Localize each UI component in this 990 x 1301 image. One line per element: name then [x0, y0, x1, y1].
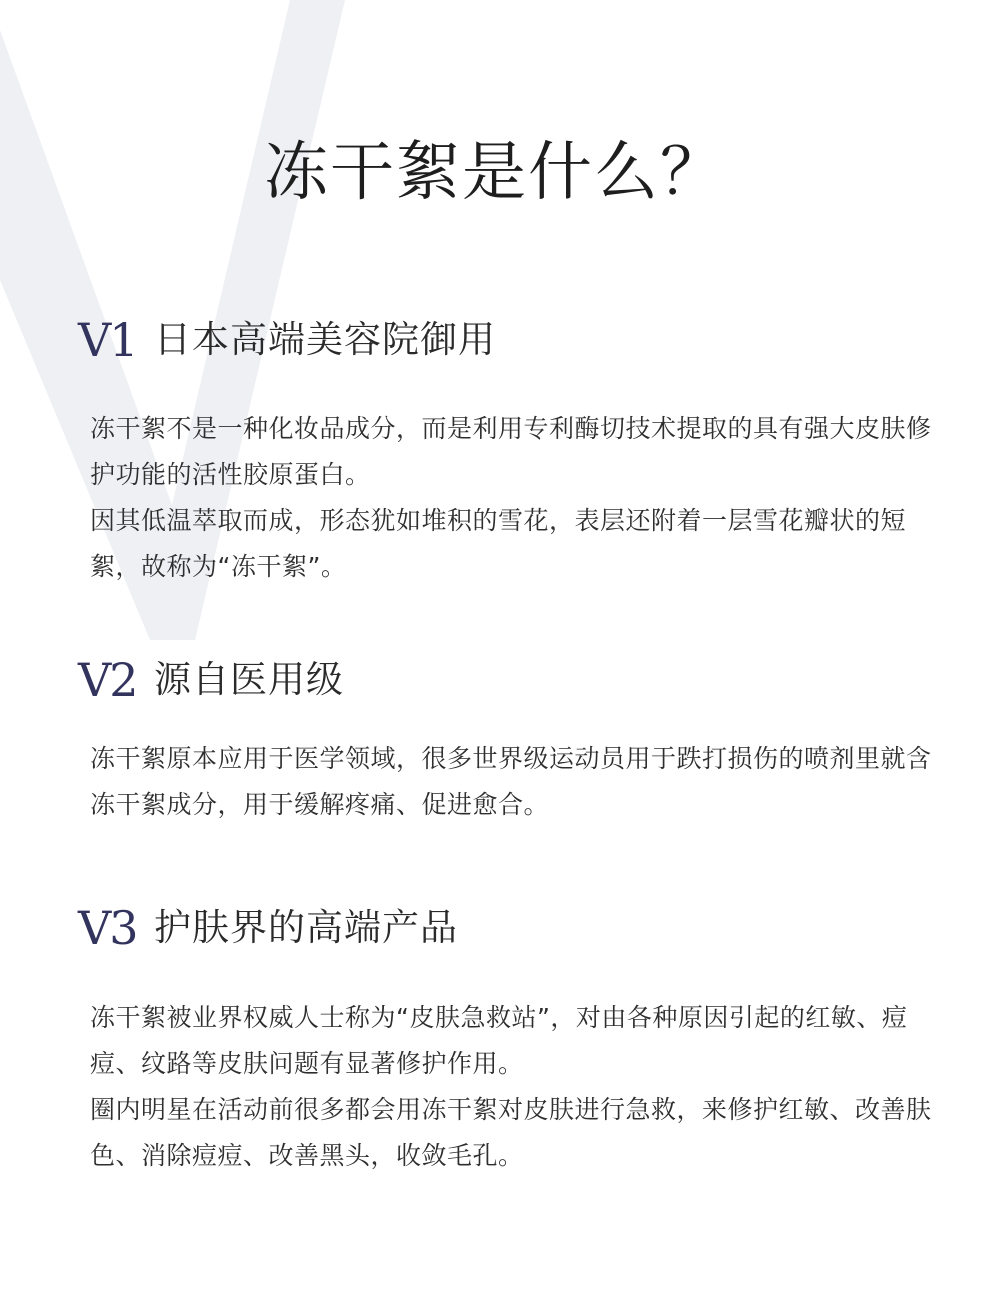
- section-body-3: [90, 995, 940, 1179]
- section-marker-1: [78, 310, 148, 370]
- section-heading-2: [78, 650, 344, 710]
- section-heading-1: [78, 310, 496, 370]
- paragraph: 冻干絮原本应用于医学领域，很多世界级运动员用于跌打损伤的喷剂里就含冻干絮成分，用于缓解疼痛、促进愈合。: [90, 744, 932, 819]
- section-title-2: 源自医用级: [154, 658, 344, 701]
- section-body-2: [90, 736, 940, 828]
- section-body-1: [90, 406, 940, 590]
- paragraph: 冻干絮不是一种化妆品成分，而是利用专利酶切技术提取的具有强大皮肤修护功能的活性胶原蛋白。: [90, 414, 932, 489]
- section-heading-3: [78, 898, 458, 958]
- section-marker-number: 2: [109, 653, 137, 707]
- section-title-3: 护肤界的高端产品: [154, 906, 458, 949]
- page-title: 冻干絮是什么？: [264, 136, 726, 210]
- paragraph: 因其低温萃取而成，形态犹如堆积的雪花，表层还附着一层雪花瓣状的短絮，故称为“冻干絮”。: [90, 506, 907, 581]
- section-title-1: 日本高端美容院御用: [154, 318, 496, 361]
- paragraph: 圈内明星在活动前很多都会用冻干絮对皮肤进行急救，来修护红敏、改善肤色、消除痘痘、改善黑头，收敛毛孔。: [90, 1095, 932, 1170]
- section-marker-3: [78, 898, 148, 958]
- section-marker-number: 1: [109, 313, 137, 367]
- section-marker-letter: V: [78, 313, 110, 367]
- section-marker-letter: V: [78, 653, 110, 707]
- paragraph: 冻干絮被业界权威人士称为“皮肤急救站”，对由各种原因引起的红敏、痘痘、纹路等皮肤问题有显著修护作用。: [90, 1003, 908, 1078]
- section-marker-number: 3: [109, 901, 137, 955]
- section-marker-2: [78, 650, 148, 710]
- section-marker-letter: V: [78, 901, 110, 955]
